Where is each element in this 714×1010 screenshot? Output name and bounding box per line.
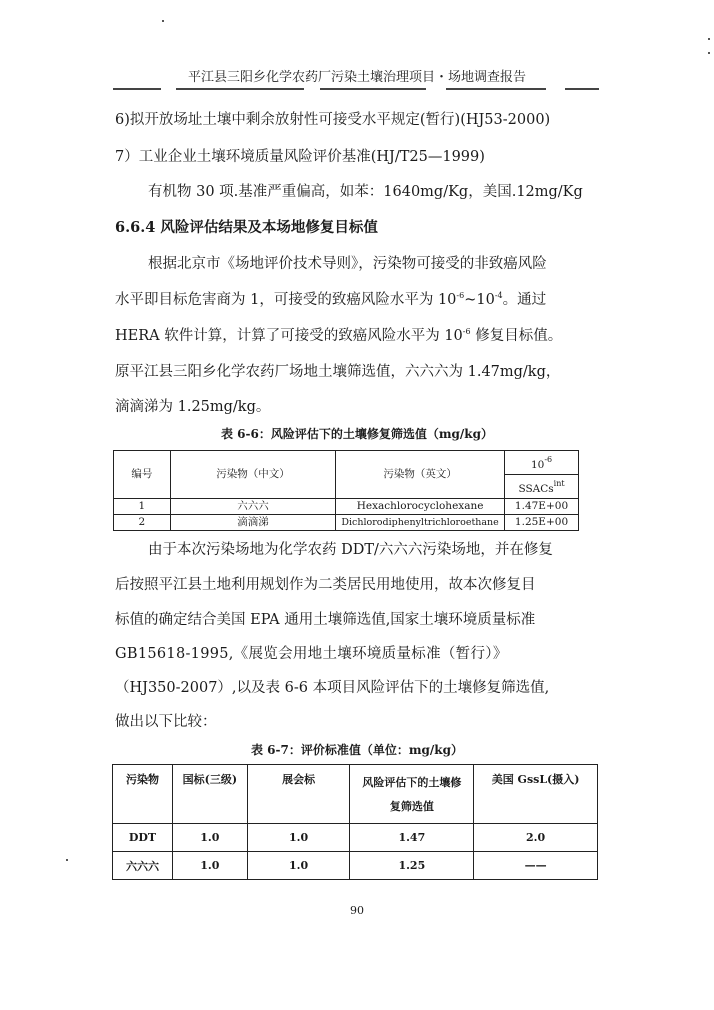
header-rule: [320, 88, 426, 90]
table-row: [113, 852, 598, 880]
scan-speck: [708, 52, 710, 54]
cell-pollutant: DDT: [113, 824, 173, 852]
superscript: -6: [544, 455, 553, 464]
header-pollutant: 污染物: [113, 765, 173, 824]
paragraph-line: [115, 324, 562, 345]
header-no: 编号: [114, 451, 171, 499]
superscript: -4: [494, 291, 503, 300]
text: 修复目标值。: [470, 328, 563, 344]
cell-en: Dichlorodiphenyltrichloroethane: [336, 515, 505, 531]
paragraph-line: 根据北京市《场地评价技术导则》，污染物可接受的非致癌风险: [148, 256, 547, 272]
table-6-7-caption: 表 6-7：评价标准值（单位：mg/kg）: [250, 743, 464, 757]
paragraph-line: GB15618-1995,《展览会用地土壤环境质量标准（暂行）》: [115, 646, 508, 662]
header-national: 国标(三级): [172, 765, 247, 824]
cell-no: 1: [114, 499, 171, 515]
cell-us: ——: [474, 852, 598, 880]
section-heading: 6.6.4 风险评估结果及本场地修复目标值: [115, 219, 378, 236]
text: 10: [530, 459, 545, 471]
header-cn: 污染物（中文）: [170, 451, 335, 499]
header-rule: [446, 88, 546, 90]
list-item-7: 7）工业企业土壤环境质量风险评价基准(HJ/T25—1999): [115, 149, 485, 165]
table-6-6: [113, 450, 579, 531]
table-6-7: [112, 764, 598, 880]
cell-cn: 六六六: [170, 499, 335, 515]
running-header-title: 平江县三阳乡化学农药厂污染土壤治理项目・场地调查报告: [187, 70, 526, 85]
paragraph-line: [115, 288, 546, 309]
text: 复筛选值: [389, 800, 434, 813]
cell-value: 1.25E+00: [505, 515, 579, 531]
header-expo: 展会标: [247, 765, 350, 824]
paragraph-line: 做出以下比较：: [115, 714, 217, 730]
scan-speck: [708, 38, 710, 40]
cell-risk: 1.25: [350, 852, 474, 880]
header-rule: [565, 88, 599, 90]
table-row: [114, 499, 579, 515]
superscript: int: [553, 479, 565, 488]
cell-pollutant: 六六六: [113, 852, 173, 880]
header-en: 污染物（英文）: [336, 451, 505, 499]
cell-en: Hexachlorocyclohexane: [336, 499, 505, 515]
cell-value: 1.47E+00: [505, 499, 579, 515]
superscript: -6: [456, 291, 465, 300]
scan-speck: [162, 20, 164, 22]
paragraph-line: 滴滴涕为 1.25mg/kg。: [115, 399, 271, 415]
paragraph-line: （HJ350-2007）,以及表 6-6 本项目风险评估下的土壤修复筛选值,: [115, 680, 550, 696]
cell-national: 1.0: [172, 852, 247, 880]
table-header-row: [113, 765, 598, 824]
table-6-6-caption: 表 6-6：风险评估下的土壤修复筛选值（mg/kg）: [220, 427, 494, 441]
list-item-6: 6)拟开放场址土壤中剩余放射性可接受水平规定(暂行)(HJ53-2000): [115, 112, 551, 128]
cell-expo: 1.0: [247, 824, 350, 852]
header-rule: [113, 88, 161, 90]
text: 水平即目标危害商为 1，可接受的致癌风险水平为 10: [115, 292, 457, 308]
paragraph-line: 原平江县三阳乡化学农药厂场地土壤筛选值，六六六为 1.47mg/kg，: [115, 364, 561, 380]
text: ~10: [464, 292, 495, 308]
cell-expo: 1.0: [247, 852, 350, 880]
table-header-row: [114, 451, 579, 475]
paragraph-line: 后按照平江县土地利用规划作为二类居民用地使用，故本次修复目: [115, 577, 536, 593]
header-us: 美国 GssL(摄入): [474, 765, 598, 824]
text: 。通过: [502, 292, 547, 308]
header-risk-bottom: [505, 475, 579, 499]
cell-national: 1.0: [172, 824, 247, 852]
text: HERA 软件计算，计算了可接受的致癌风险水平为 10: [115, 328, 463, 344]
table-row: [114, 515, 579, 531]
cell-us: 2.0: [474, 824, 598, 852]
text: SSACs: [518, 483, 554, 495]
cell-no: 2: [114, 515, 171, 531]
table-row: [113, 824, 598, 852]
note-line: 有机物 30 项.基准严重偏高，如苯：1640mg/Kg，美国.12mg/Kg: [148, 184, 583, 200]
text: 风险评估下的土壤修: [362, 776, 462, 789]
cell-risk: 1.47: [350, 824, 474, 852]
paragraph-line: 由于本次污染场地为化学农药 DDT/六六六污染场地，并在修复: [148, 542, 553, 558]
page-number: 90: [350, 904, 364, 917]
header-rule: [176, 88, 304, 90]
header-risk: [350, 765, 474, 824]
cell-cn: 滴滴涕: [170, 515, 335, 531]
superscript: -6: [462, 327, 471, 336]
header-risk-top: [505, 451, 579, 475]
paragraph-line: 标值的确定结合美国 EPA 通用土壤筛选值,国家土壤环境质量标准: [115, 612, 536, 628]
scan-speck: [66, 859, 68, 861]
